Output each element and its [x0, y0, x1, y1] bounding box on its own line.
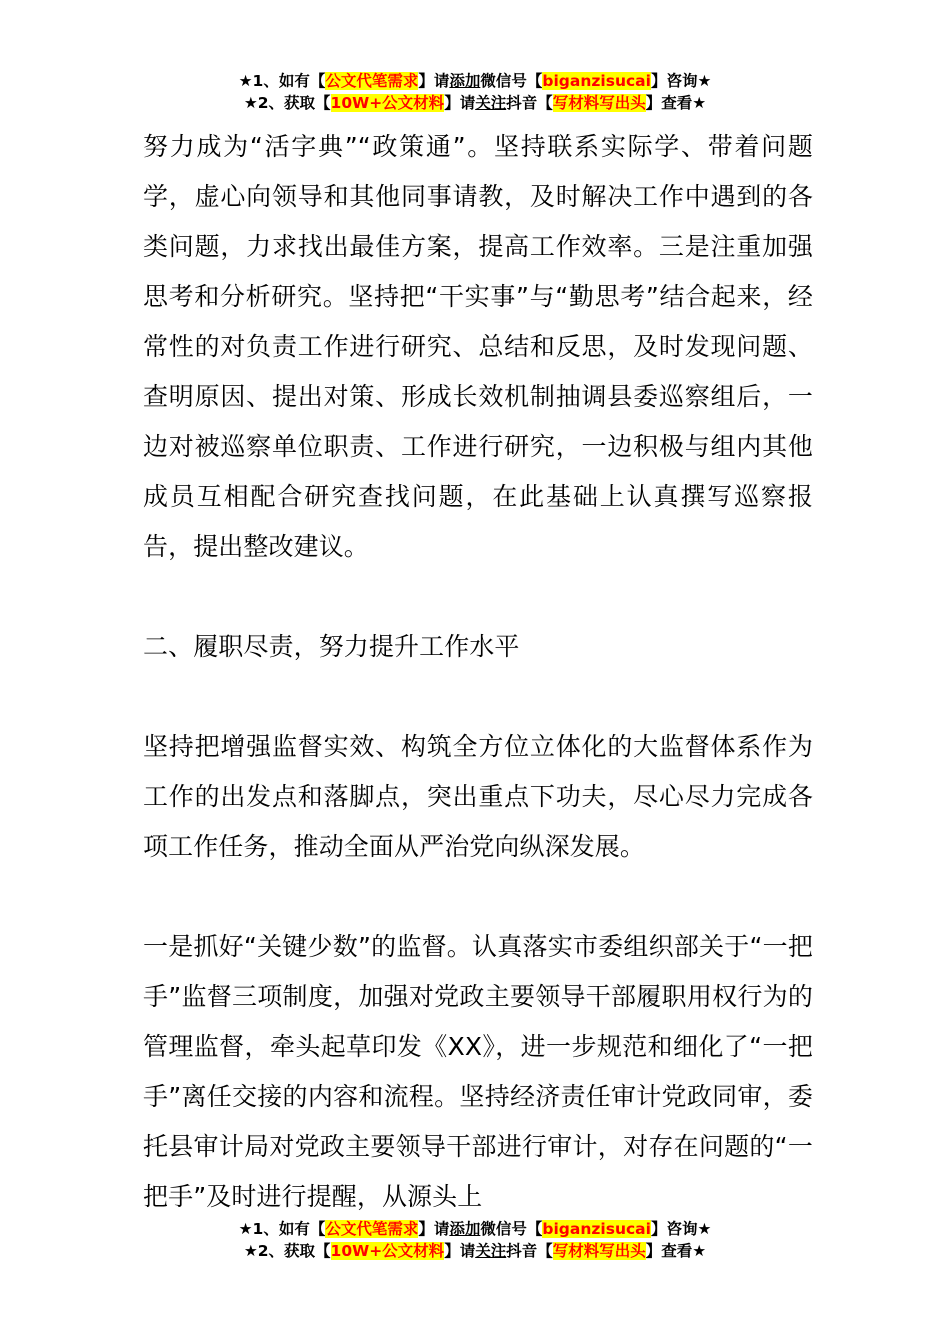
promo-text: 】咨询★	[650, 1220, 712, 1238]
promo-banner-bottom	[0, 1218, 950, 1262]
promo-line-1	[0, 70, 950, 92]
promo-text: 】查看★	[645, 94, 707, 112]
paragraph-gap	[143, 672, 813, 722]
promo-text: ★1、如有【	[238, 1220, 326, 1238]
promo-banner-top	[0, 70, 950, 114]
section-heading-2: 二、履职尽责，努力提升工作水平	[143, 632, 520, 661]
promo-text: ★2、获取【	[243, 1242, 331, 1260]
paragraph-3: 一是抓好“关键少数”的监督。认真落实市委组织部关于“一把手”监督三项制度，加强对党政主要领导干部履职用权行为的管理监督，牵头起草印发《XX》，进一步规范和细化了“一把手”离任交接的内容和流程。坚持经济责任审计党政同审，委托县审计局对党政主要领导干部进行审计，对存在问题的“一把手”及时进行提醒，从源头上	[143, 932, 813, 1211]
promo-underline: 关注	[475, 94, 507, 112]
promo-line-2	[0, 1240, 950, 1262]
promo-text: 微信号【	[480, 1220, 543, 1238]
promo-text: 】请	[444, 94, 476, 112]
promo-text: 微信号【	[480, 72, 543, 90]
document-body	[143, 122, 813, 1222]
promo-text: 抖音【	[506, 94, 553, 112]
promo-text: 抖音【	[506, 1242, 553, 1260]
promo-highlight: 公文代笔需求	[325, 1220, 419, 1238]
paragraph-2: 坚持把增强监督实效、构筑全方位立体化的大监督体系作为工作的出发点和落脚点，突出重点下功夫，尽心尽力完成各项工作任务，推动全面从严治党向纵深发展。	[143, 732, 813, 861]
promo-line-1	[0, 1218, 950, 1240]
promo-text: ★1、如有【	[238, 72, 326, 90]
promo-highlight: biganzisucai	[542, 1220, 651, 1238]
promo-line-2	[0, 92, 950, 114]
promo-highlight: 写材料写出头	[552, 1242, 646, 1260]
promo-text: ★2、获取【	[243, 94, 331, 112]
promo-underline: 添加	[449, 1220, 481, 1238]
promo-highlight: 10W+公文材料	[330, 1242, 445, 1260]
promo-text: 】请	[418, 72, 450, 90]
paragraph-gap	[143, 572, 813, 622]
paragraph-1: 努力成为“活字典”“政策通”。坚持联系实际学、带着问题学，虚心向领导和其他同事请教，及时解决工作中遇到的各类问题，力求找出最佳方案，提高工作效率。三是注重加强思考和分析研究。坚持把“干实事”与“勤思考”结合起来，经常性的对负责工作进行研究、总结和反思，及时发现问题、查明原因、提出对策、形成长效机制抽调县委巡察组后，一边对被巡察单位职责、工作进行研究，一边积极与组内其他成员互相配合研究查找问题，在此基础上认真撰写巡察报告，提出整改建议。	[143, 132, 813, 561]
promo-text: 】咨询★	[650, 72, 712, 90]
promo-underline: 添加	[449, 72, 481, 90]
promo-text: 】请	[418, 1220, 450, 1238]
promo-underline: 关注	[475, 1242, 507, 1260]
promo-text: 】查看★	[645, 1242, 707, 1260]
promo-highlight: 10W+公文材料	[330, 94, 445, 112]
promo-highlight: biganzisucai	[542, 72, 651, 90]
paragraph-gap	[143, 872, 813, 922]
promo-highlight: 公文代笔需求	[325, 72, 419, 90]
promo-highlight: 写材料写出头	[552, 94, 646, 112]
promo-text: 】请	[444, 1242, 476, 1260]
